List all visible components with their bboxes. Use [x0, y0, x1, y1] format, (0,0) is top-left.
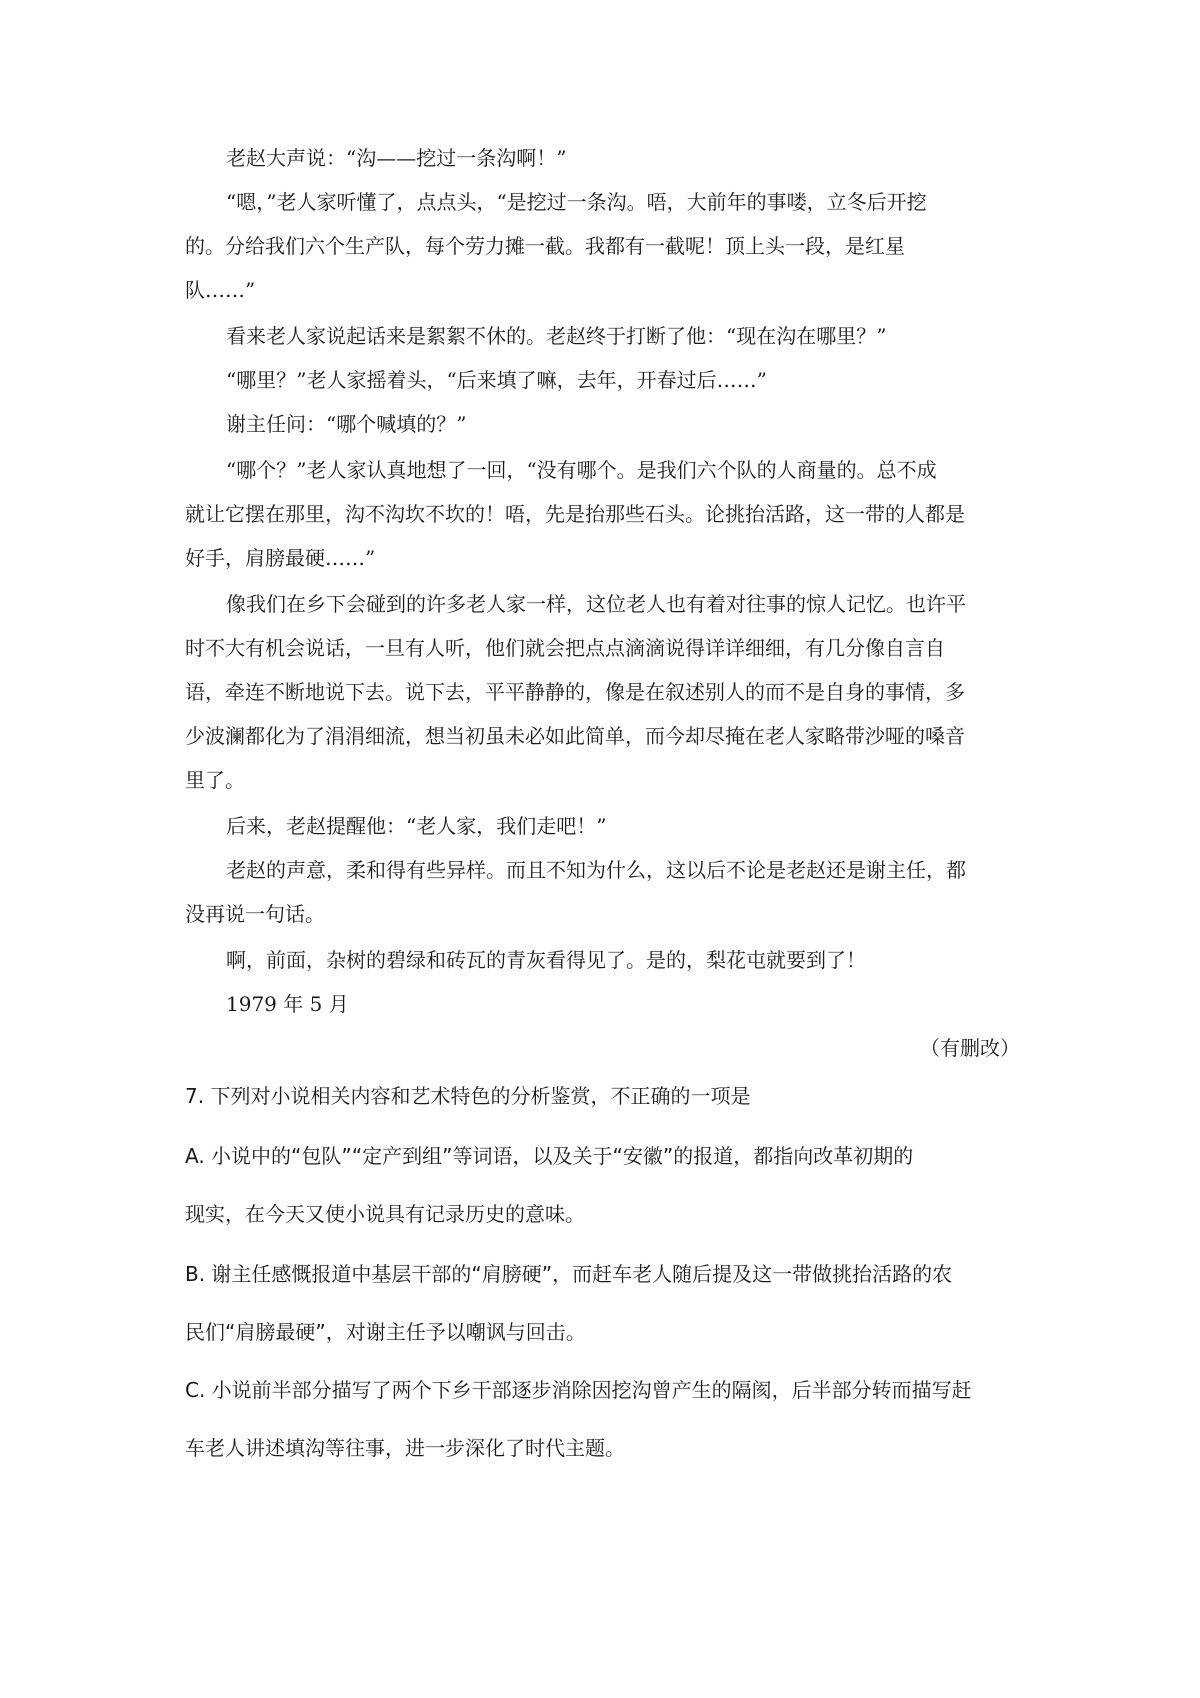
option-a: A. 小说中的“包队”“定产到组”等词语，以及关于“安徽”的报道，都指向改革初期的: [185, 1144, 914, 1168]
story-line: 老赵的声意，柔和得有些异样。而且不知为什么，这以后不论是老赵还是谢主任，都: [226, 858, 966, 882]
option-c-continued: 车老人讲述填沟等往事，进一步深化了时代主题。: [185, 1436, 625, 1460]
story-line: 就让它摆在那里，沟不沟坎不坎的！唔，先是抬那些石头。论挑抬活路，这一带的人都是: [185, 502, 965, 526]
question-stem: 7. 下列对小说相关内容和艺术特色的分析鉴赏，不正确的一项是: [185, 1084, 751, 1108]
story-line: 少波澜都化为了涓涓细流，想当初虽未必如此简单，而今却尽掩在老人家略带沙哑的嗓音: [185, 724, 965, 748]
source-note: （有删改）: [920, 1036, 1020, 1060]
story-line: 时不大有机会说话，一旦有人听，他们就会把点点滴滴说得详详细细，有几分像自言自: [185, 636, 945, 660]
story-line: 队……”: [185, 278, 256, 302]
story-line: 好手，肩膀最硬……”: [185, 546, 376, 570]
story-line: 像我们在乡下会碰到的许多老人家一样，这位老人也有着对往事的惊人记忆。也许平: [226, 592, 966, 616]
story-line: 老赵大声说：“沟——挖过一条沟啊！”: [226, 146, 567, 170]
story-line: “哪里？”老人家摇着头，“后来填了嘛，去年，开春过后……”: [226, 368, 767, 392]
story-line: 的。分给我们六个生产队，每个劳力摊一截。我都有一截呢！顶上头一段，是红星: [185, 234, 905, 258]
story-line: 里了。: [185, 768, 245, 792]
story-line: 后来，老赵提醒他：“老人家，我们走吧！”: [226, 814, 607, 838]
story-date: 1979 年 5 月: [226, 992, 349, 1016]
story-line: 没再说一句话。: [185, 902, 325, 926]
story-line: “嗯，”老人家听懂了，点点头，“是挖过一条沟。唔，大前年的事喽，立冬后开挖: [226, 190, 927, 214]
option-a-continued: 现实，在今天又使小说具有记录历史的意味。: [185, 1202, 585, 1226]
option-c: C. 小说前半部分描写了两个下乡干部逐步消除因挖沟曾产生的隔阂，后半部分转而描写赶: [185, 1378, 972, 1402]
story-line: 谢主任问：“哪个喊填的？”: [226, 412, 467, 436]
option-b: B. 谢主任感慨报道中基层干部的“肩膀硬”，而赶车老人随后提及这一带做挑抬活路的农: [185, 1262, 953, 1286]
option-b-continued: 民们“肩膀最硬”，对谢主任予以嘲讽与回击。: [185, 1320, 586, 1344]
story-line: “哪个？”老人家认真地想了一回，“没有哪个。是我们六个队的人商量的。总不成: [226, 458, 937, 482]
story-line: 啊，前面，杂树的碧绿和砖瓦的青灰看得见了。是的，梨花屯就要到了！: [226, 948, 866, 972]
story-line: 语，牵连不断地说下去。说下去，平平静静的，像是在叙述别人的而不是自身的事情，多: [185, 680, 965, 704]
story-line: 看来老人家说起话来是絮絮不休的。老赵终于打断了他：“现在沟在哪里？”: [226, 324, 887, 348]
